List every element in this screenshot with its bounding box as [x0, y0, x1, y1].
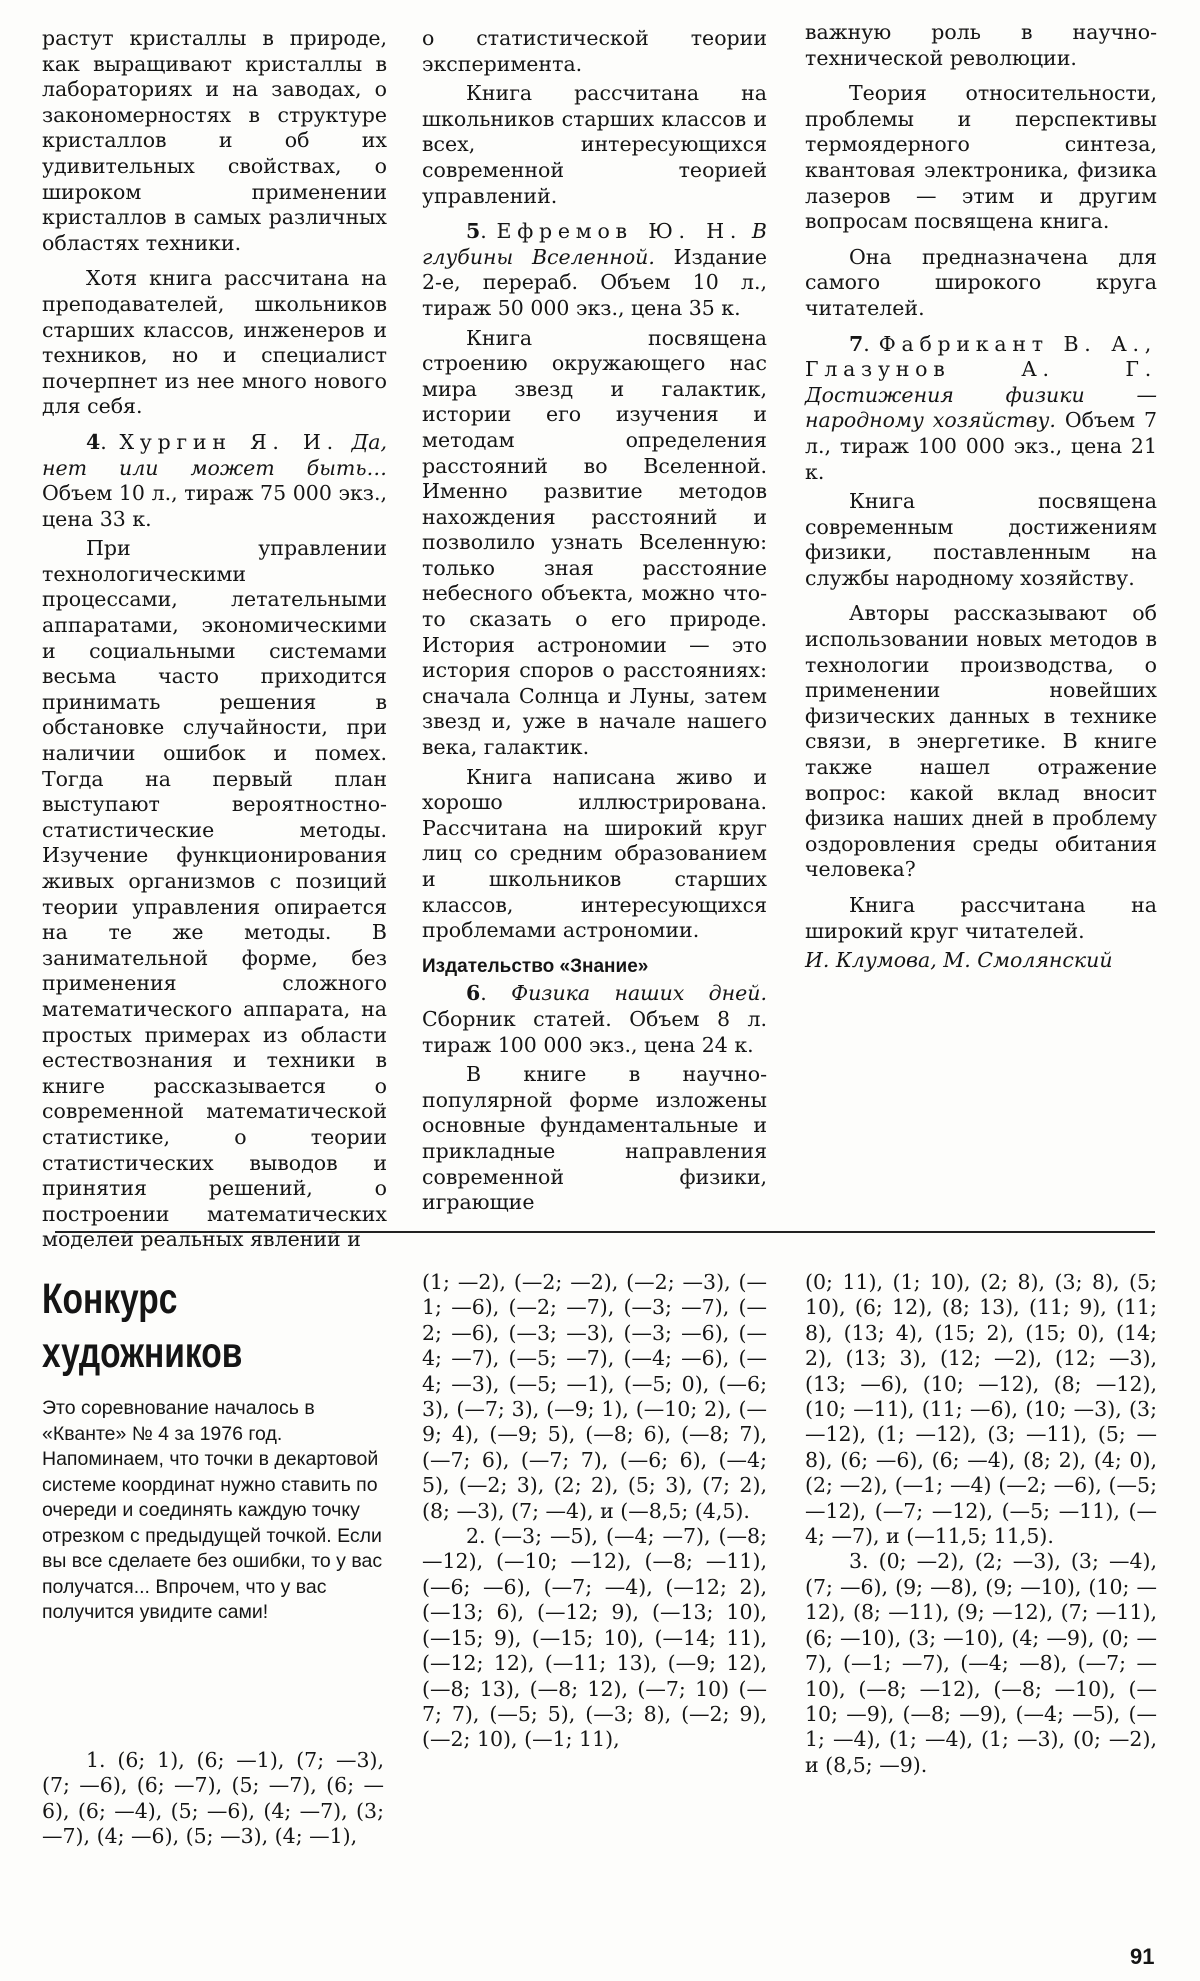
book-reference-5: 5. Ефремов Ю. Н. В глубины Вселенной. Издание 2-е, перераб. Объем 10 л., тираж 50 000 экз., цена 35 к. — [422, 219, 767, 320]
paragraph: растут кристаллы в природе, как выращивают кристаллы в лабораториях и на заводах, о закономерностях в структуре кристаллов и об их удивительных свойствах, о широком применении кристаллов в самых различных областях техники. — [42, 26, 387, 255]
paragraph: Книга рассчитана на школьников старших классов и всех, интересующихся современной теорией управлений. — [422, 81, 767, 208]
paragraph: Теория относительности, проблемы и перспективы термоядерного синтеза, квантовая электроника, физика лазеров — этим и другим вопросам посвящена книга. — [805, 81, 1157, 234]
book-author: Ефремов Ю. Н. — [496, 219, 743, 244]
contest-title: Конкурс художников — [42, 1275, 243, 1377]
coordinate-set-2-continued: (0; 11), (1; 10), (2; 8), (3; 8), (5; 10), (6; 12), (8; 13), (11; 9), (11; 8), (13; 4), (15; 2), (15; 0), (14; 2), (13; 3), (12; —2), (12; —3), (13; —6), (10; —12), (8; —12), (10; —11), (11; —6), (10; —3), (3; —12), (1; —12), (3; —11), (5; —8), (6; —6), (6; —4), (8; 2), (4; 0), (2; —2), (—1; —4) (—2; —6), (—5; —12), (—7; —12), (—5; —11), (—4; —7), и (—11,5; 11,5). 3. (0; —2), (2; —3), (3; —4), (7; —6), (9; —8), (9; —10), (10; —12), (8; —11), (9; —12), (7; —11), (6; —10), (3; —10), (4; —9), (0; —7), (—1; —7), (—4; —8), (—7; —10), (—8; —12), (—8; —10), (—10; —9), (—8; —9), (—4; —5), (—1; —4), (1; —4), (1; —3), (0; —2), и (8,5; —9). — [805, 1270, 1157, 1777]
book-details: Объем 10 л., тираж 75 000 экз., цена 33 к. — [42, 481, 387, 531]
publisher-heading: Издательство «Знание» — [422, 955, 649, 977]
coordinate-set-3: 3. (0; —2), (2; —3), (3; —4), (7; —6), (9; —8), (9; —10), (10; —12), (8; —11), (9; —12), (7; —11), (6; —10), (3; —10), (4; —9), (0; —7), (—1; —7), (—4; —8), (—7; —10), (—8; —12), (—8; —10), (—10; —9), (—8; —9), (—4; —5), (—1; —4), (1; —4), (1; —3), (0; —2), и (8,5; —9). — [805, 1549, 1157, 1777]
book-author: Хургин Я. И. — [119, 429, 339, 454]
contest-intro: Это соревнование началось в «Кванте» № 4 за 1976 год. Напоминаем, что точки в декартовой системе координат нужно ставить по очереди и соединять каждую точку отрезком с предыдущей точкой. Если вы все сделаете без ошибки, то у вас получатся... Впрочем, что у вас получится увидите сами! — [42, 1397, 383, 1623]
book-reference-4: 4. Хургин Я. И. Да, нет или может быть… Объем 10 л., тираж 75 000 экз., цена 33 к. — [42, 429, 387, 531]
coordinate-set-1-continued: (1; —2), (—2; —2), (—2; —3), (—1; —6), (—2; —7), (—3; —7), (—2; —6), (—3; —3), (—3; —6), (—4; —7), (—5; —7), (—4; —6), (—4; —3), (—5; —1), (—5; 0), (—6; 3), (—7; 3), (—9; 1), (—10; 2), (—9; 4), (—9; 5), (—8; 6), (—8; 7), (—7; 6), (—7; 7), (—6; 6), (—4; 5), (—2; 3), (2; 2), (5; 3), (7; 2), (8; —3), (7; —4), и (—8,5; (4,5). 2. (—3; —5), (—4; —7), (—8; —12), (—10; —12), (—8; —11), (—6; —6), (—7; —4), (—12; 2), (—13; 6), (—12; 9), (—13; 10), (—15; 9), (—15; 10), (—14; 11), (—12; 12), (—11; 13), (—9; 12), (—8; 13), (—8; 12), (—7; 10) (—7; 7), (—5; 5), (—3; 8), (—2; 9), (—2; 10), (—1; 11), — [422, 1270, 767, 1752]
paragraph: Книга рассчитана на широкий круг читателей. — [805, 893, 1157, 943]
column-2 — [422, 26, 767, 1226]
column-1 — [42, 26, 387, 1263]
book-title: Да, нет или может быть… — [42, 429, 387, 480]
book-title: Достижения физики — народному хозяйству. — [805, 382, 1157, 433]
coordinate-set-1: 1. (6; 1), (6; —1), (7; —3), (7; —6), (6; —7), (5; —7), (6; —6), (6; —4), (5; —6), (4; —7), (3;—7), (4; —6), (5; —3), (4; —1), — [42, 1748, 384, 1849]
paragraph: Авторы рассказывают об использовании новых методов в технологии производства, о применении новейших физических данных в технике связи, в энергетике. В книге также нашел отражение вопрос: какой вклад вносит физика наших дней в проблему оздоровления среды обитания человека? — [805, 601, 1157, 882]
paragraph: Хотя книга рассчитана на преподавателей, школьников старших классов, инженеров и техников, но и специалист почерпнет из нее много нового для себя. — [42, 266, 387, 419]
book-author: Фабрикант В. А., Глазунов А. Г. — [805, 331, 1157, 382]
book-details: Объем 7 л., тираж 100 000 экз., цена 21 к. — [805, 408, 1157, 484]
paragraph: о статистической теории эксперимента. — [422, 26, 767, 76]
column-3 — [805, 20, 1157, 984]
paragraph: Книга посвящена современным достижениям физики, поставленным на службы народному хозяйству. — [805, 489, 1157, 590]
book-reference-7: 7. Фабрикант В. А., Глазунов А. Г. Достижения физики — народному хозяйству. Объем 7 л., тираж 100 000 экз., цена 21 к. — [805, 331, 1157, 484]
book-title: В глубины Вселенной. — [422, 219, 767, 269]
signature: И. Клумова, М. Смолянский — [805, 948, 1113, 973]
paragraph: Она предназначена для самого широкого круга читателей. — [805, 244, 1157, 320]
book-details: Издание 2-е, перераб. Объем 10 л., тираж 50 000 экз., цена 35 к. — [422, 244, 767, 320]
paragraph: При управлении технологическими процессами, летательными аппаратами, экономическими и социальными системами весьма часто приходится принимать решения в обстановке случайности, при наличии ошибок и помех. Тогда на первый план выступают вероятностно-статистические методы. Изучение функционирования живых организмов с позиций теории управления опирается на те же методы. В занимательной форме, без применения сложного математического аппарата, на простых примерах из области естествознания и техники в книге рассказывается о современной математической статистике, о теории статистических выводов и принятия решений, о построении математических моделей реальных явлений и — [42, 536, 387, 1252]
paragraph: В книге в научно-популярной форме изложены основные фундаментальные и прикладные направления современной физики, играющие — [422, 1062, 767, 1215]
page-number: 91 — [1130, 1944, 1155, 1969]
book-details: Сборник статей. Объем 8 л. тираж 100 000 экз., цена 24 к. — [422, 1006, 767, 1057]
section-divider — [55, 1231, 1155, 1233]
paragraph: Книга написана живо и хорошо иллюстрирована. Рассчитана на широкий круг лиц со средним образованием и школьников старших классов, интересующихся проблемами астрономии. — [422, 764, 767, 943]
paragraph: важную роль в научно-технической революции. — [805, 20, 1157, 70]
paragraph: Книга посвящена строению окружающего нас мира звезд и галактик, истории его изучения и методам определения расстояний во Вселенной. Именно развитие методов нахождения расстояний и позволило узнать Вселенную: только зная расстояние небесного объекта, можно что-то сказать о его природе. История астрономии — это история споров о расстояниях: сначала Солнца и Луны, затем звезд и, уже в начале нашего века, галактик. — [422, 325, 767, 760]
book-reference-6: 6. Физика наших дней. Сборник статей. Объем 8 л. тираж 100 000 экз., цена 24 к. — [422, 981, 767, 1057]
coordinate-set-2: 2. (—3; —5), (—4; —7), (—8; —12), (—10; —12), (—8; —11), (—6; —6), (—7; —4), (—12; 2), (—13; 6), (—12; 9), (—13; 10), (—15; 9), (—15; 10), (—14; 11), (—12; 12), (—11; 13), (—9; 12), (—8; 13), (—8; 12), (—7; 10) (—7; 7), (—5; 5), (—3; 8), (—2; 9), (—2; 10), (—1; 11), — [422, 1524, 767, 1752]
book-title: Физика наших дней. — [511, 981, 767, 1006]
